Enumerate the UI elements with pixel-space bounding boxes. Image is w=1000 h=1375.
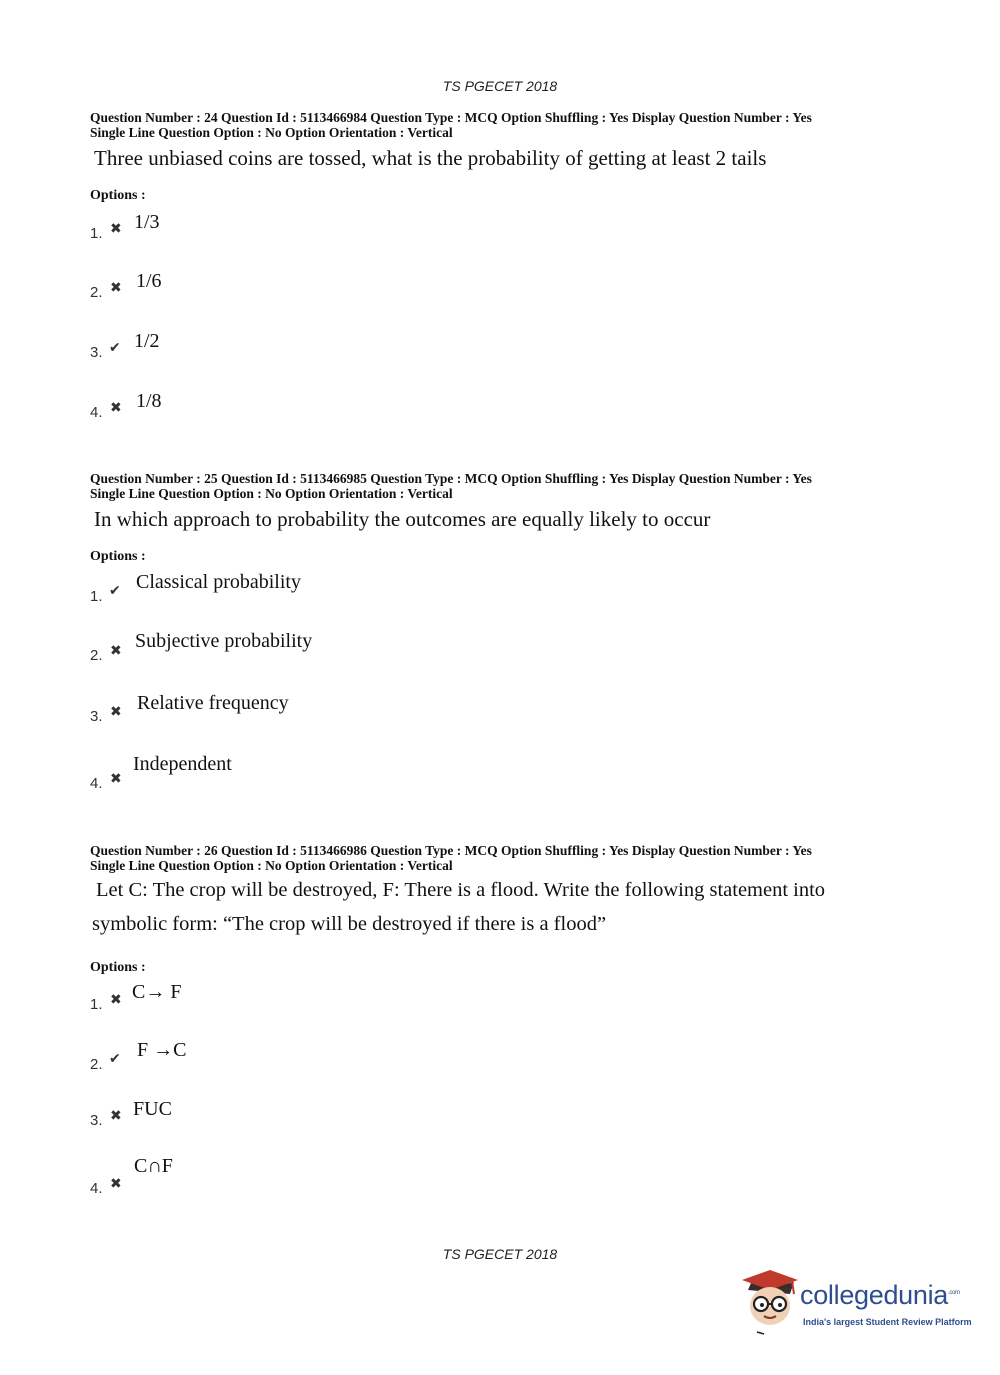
- option-4: [90, 753, 590, 793]
- option-text: C→ F: [132, 981, 182, 1003]
- options-label: Options :: [90, 960, 146, 975]
- cross-icon: ✖: [110, 280, 122, 296]
- option-1: [90, 571, 590, 611]
- option-number: 1.: [90, 996, 103, 1013]
- question-text: In which approach to probability the outcomes are equally likely to occur: [94, 507, 711, 531]
- option-text: Subjective probability: [135, 630, 313, 652]
- option-number: 4.: [90, 775, 103, 792]
- option-number: 3.: [90, 708, 103, 725]
- question-text-line1: Let C: The crop will be destroyed, F: There is a flood. Write the following statement into: [96, 879, 826, 901]
- option-3: [90, 330, 590, 370]
- option-1: [90, 981, 590, 1021]
- option-number: 1.: [90, 588, 103, 605]
- cross-icon: ✖: [110, 1176, 122, 1192]
- option-text: 1/6: [136, 270, 162, 292]
- option-text: Independent: [133, 753, 232, 775]
- option-text: 1/2: [134, 330, 160, 352]
- cross-icon: ✖: [110, 221, 122, 237]
- option-number: 4.: [90, 1180, 103, 1197]
- option-text: Classical probability: [136, 571, 301, 593]
- option-text: Relative frequency: [137, 692, 289, 714]
- logo-name: [800, 1280, 960, 1311]
- question-meta-line2: Single Line Question Option : No Option Orientation : Vertical: [90, 125, 453, 140]
- option-number: 2.: [90, 1056, 103, 1073]
- cross-icon: ✖: [110, 704, 122, 720]
- option-number: 4.: [90, 404, 103, 421]
- page-header: TS PGECET 2018: [442, 78, 558, 94]
- page-footer: TS PGECET 2018: [442, 1246, 558, 1262]
- option-number: 2.: [90, 284, 103, 301]
- option-4: [90, 390, 590, 430]
- question-meta-line2: Single Line Question Option : No Option Orientation : Vertical: [90, 486, 453, 501]
- option-2: [90, 631, 590, 671]
- option-2: [90, 270, 590, 310]
- logo-suffix: .com: [948, 1290, 960, 1296]
- question-meta-line1: Question Number : 24 Question Id : 5113466984 Question Type : MCQ Option Shuffling : Yes Display Question Number : Yes: [90, 110, 812, 125]
- option-text: 1/8: [136, 390, 162, 412]
- question-meta-line1: Question Number : 25 Question Id : 5113466985 Question Type : MCQ Option Shuffling : Yes Display Question Number : Yes: [90, 471, 812, 486]
- option-2: [90, 1039, 590, 1079]
- check-icon: ✔: [109, 1051, 121, 1067]
- question-text-line2: symbolic form: “The crop will be destroyed if there is a flood”: [92, 913, 607, 935]
- collegedunia-logo[interactable]: [740, 1268, 970, 1340]
- check-icon: ✔: [109, 583, 121, 599]
- option-number: 1.: [90, 225, 103, 242]
- question-meta-line1: Question Number : 26 Question Id : 5113466986 Question Type : MCQ Option Shuffling : Yes Display Question Number : Yes: [90, 843, 812, 858]
- option-text: FUC: [133, 1098, 172, 1120]
- cross-icon: ✖: [110, 643, 122, 659]
- option-1: [90, 210, 590, 250]
- question-25: [90, 471, 910, 792]
- option-3: [90, 693, 590, 733]
- question-24: [90, 110, 910, 421]
- options-label: Options :: [90, 549, 146, 564]
- mascot-icon: [740, 1268, 802, 1340]
- cross-icon: ✖: [110, 771, 122, 787]
- question-meta-line2: Single Line Question Option : No Option Orientation : Vertical: [90, 858, 453, 873]
- options-label: Options :: [90, 188, 146, 203]
- option-number: 3.: [90, 1112, 103, 1129]
- option-number: 2.: [90, 647, 103, 664]
- option-text: F →C: [137, 1039, 187, 1061]
- cross-icon: ✖: [110, 400, 122, 416]
- cross-icon: ✖: [110, 1108, 122, 1124]
- option-text: 1/3: [134, 211, 160, 233]
- option-number: 3.: [90, 344, 103, 361]
- logo-tagline: India's largest Student Review Platform: [803, 1317, 972, 1327]
- option-3: [90, 1098, 590, 1138]
- check-icon: ✔: [109, 340, 121, 356]
- question-26: [90, 843, 910, 1197]
- cross-icon: ✖: [110, 992, 122, 1008]
- logo-name-text: collegedunia: [800, 1280, 949, 1310]
- question-text: Three unbiased coins are tossed, what is the probability of getting at least 2 tails: [94, 146, 767, 170]
- option-4: [90, 1155, 590, 1195]
- option-text: C∩F: [134, 1155, 173, 1177]
